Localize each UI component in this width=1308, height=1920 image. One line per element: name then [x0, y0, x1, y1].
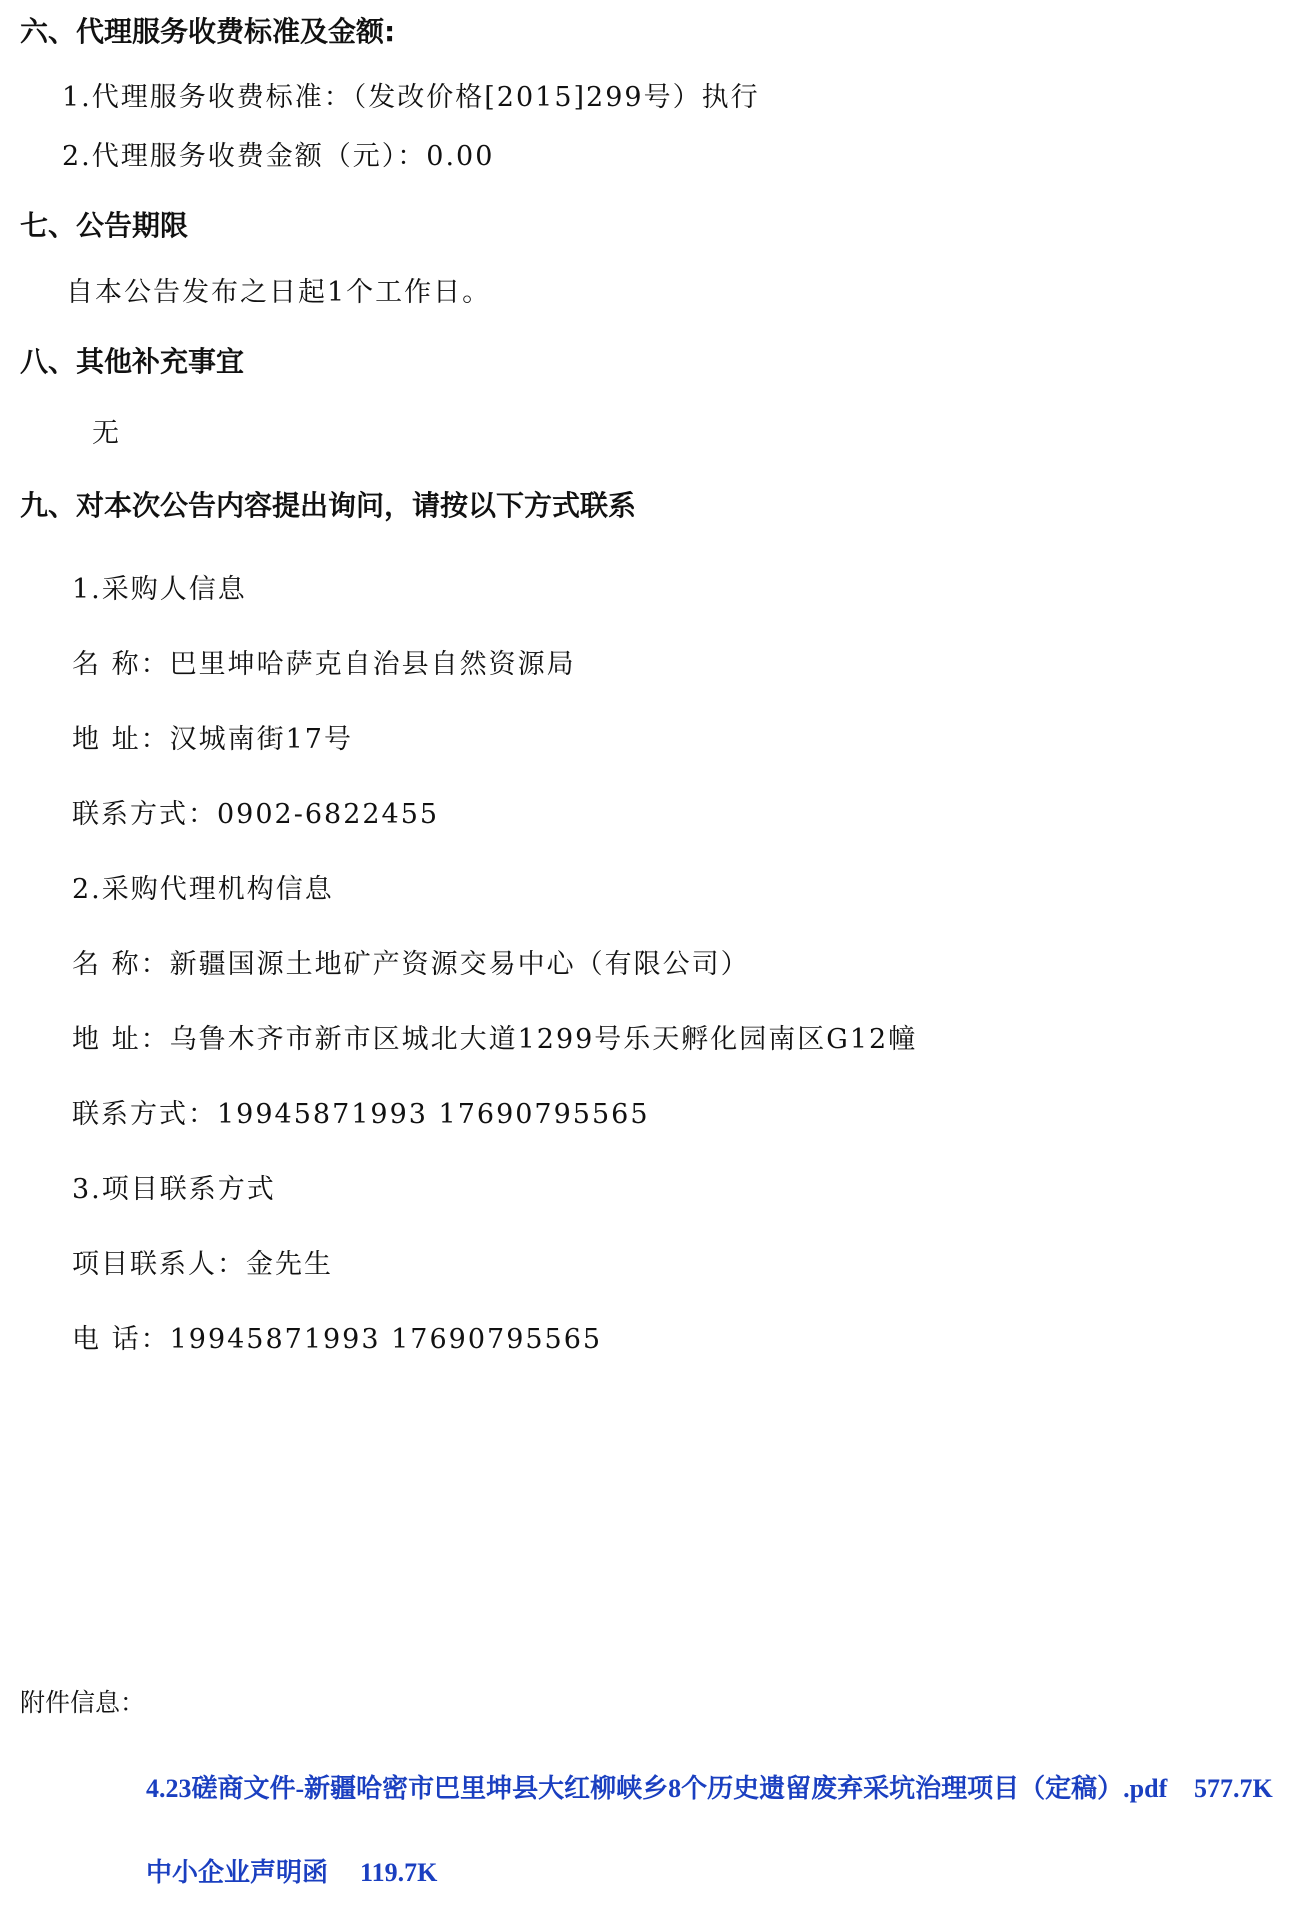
project-contact-title: 3.项目联系方式 [72, 1174, 276, 1205]
attachment-link-sme-declaration[interactable]: 中小企业声明函 [146, 1858, 329, 1887]
agency-info-title: 2.采购代理机构信息 [72, 874, 334, 905]
agency-contact: 联系方式：19945871993 17690795565 [72, 1099, 650, 1130]
purchaser-name: 名 称：巴里坤哈萨克自治县自然资源局 [72, 649, 576, 680]
fee-amount-line: 2.代理服务收费金额（元）：0.00 [62, 141, 495, 172]
purchaser-contact: 联系方式：0902-6822455 [72, 799, 440, 830]
section-8-heading: 八、其他补充事宜 [20, 345, 245, 378]
attachments-label: 附件信息： [20, 1688, 146, 1717]
section-9-heading: 九、对本次公告内容提出询问，请按以下方式联系 [20, 489, 637, 522]
purchaser-info-title: 1.采购人信息 [72, 574, 247, 605]
project-contact-person: 项目联系人：金先生 [72, 1249, 333, 1280]
agency-address: 地 址：乌鲁木齐市新市区城北大道1299号乐天孵化园南区G12幢 [72, 1024, 918, 1055]
agency-name: 名 称：新疆国源土地矿产资源交易中心（有限公司） [72, 949, 750, 980]
section-6-heading: 六、代理服务收费标准及金额: [20, 15, 396, 48]
attachment-size: 119.7K [360, 1858, 438, 1887]
supplementary-none: 无 [92, 418, 121, 449]
project-contact-phone: 电 话：19945871993 17690795565 [72, 1324, 603, 1355]
purchaser-address: 地 址：汉城南街17号 [72, 724, 353, 755]
attachment-size: 577.7K [1194, 1774, 1273, 1803]
section-7-heading: 七、公告期限 [20, 209, 189, 242]
fee-standard-line: 1.代理服务收费标准：（发改价格[2015]299号）执行 [62, 82, 760, 113]
attachment-link-bid-document[interactable]: 4.23磋商文件-新疆哈密市巴里坤县大红柳峡乡8个历史遗留废弃采坑治理项目（定稿）.pdf [146, 1774, 1168, 1803]
notice-period-line: 自本公告发布之日起1个工作日。 [66, 277, 492, 308]
